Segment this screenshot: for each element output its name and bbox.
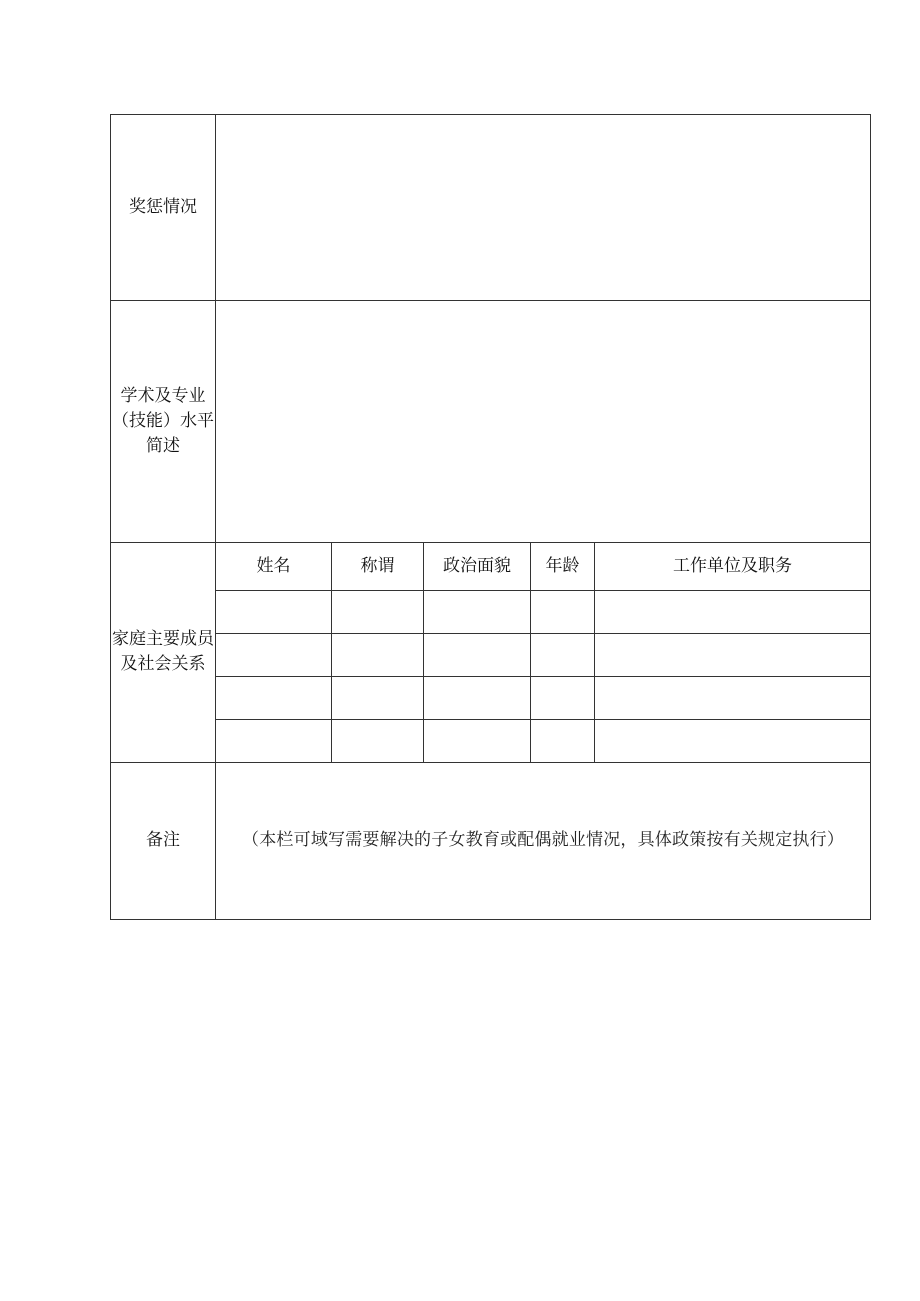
member-political-status-cell[interactable] (424, 676, 531, 719)
academic-content-field[interactable] (216, 301, 871, 542)
member-age-cell[interactable] (531, 719, 595, 762)
member-workplace-cell[interactable] (595, 590, 871, 633)
family-member-row (111, 590, 871, 633)
member-age-cell[interactable] (531, 633, 595, 676)
academic-label: 学术及专业（技能）水平简述 (111, 301, 216, 542)
member-relation-cell[interactable] (332, 719, 424, 762)
family-header-name: 姓名 (216, 542, 332, 590)
remarks-note[interactable]: （本栏可域写需要解决的子女教育或配偶就业情况，具体政策按有关规定执行） (216, 762, 871, 919)
member-age-cell[interactable] (531, 676, 595, 719)
family-header-workplace: 工作单位及职务 (595, 542, 871, 590)
member-relation-cell[interactable] (332, 676, 424, 719)
family-header-age: 年龄 (531, 542, 595, 590)
family-member-row (111, 719, 871, 762)
member-name-cell[interactable] (216, 633, 332, 676)
member-workplace-cell[interactable] (595, 633, 871, 676)
remarks-row (111, 762, 871, 919)
family-member-row (111, 633, 871, 676)
personnel-form-table (110, 114, 871, 920)
family-header-relation: 称谓 (332, 542, 424, 590)
member-relation-cell[interactable] (332, 590, 424, 633)
member-workplace-cell[interactable] (595, 719, 871, 762)
member-political-status-cell[interactable] (424, 590, 531, 633)
awards-content-field[interactable] (216, 115, 871, 301)
academic-row (111, 301, 871, 542)
awards-row (111, 115, 871, 301)
member-political-status-cell[interactable] (424, 719, 531, 762)
family-header-row (111, 542, 871, 590)
awards-label: 奖惩情况 (111, 115, 216, 301)
member-name-cell[interactable] (216, 676, 332, 719)
member-relation-cell[interactable] (332, 633, 424, 676)
family-label: 家庭主要成员及社会关系 (111, 542, 216, 762)
member-workplace-cell[interactable] (595, 676, 871, 719)
member-political-status-cell[interactable] (424, 633, 531, 676)
family-header-political-status: 政治面貌 (424, 542, 531, 590)
remarks-label: 备注 (111, 762, 216, 919)
member-name-cell[interactable] (216, 590, 332, 633)
member-name-cell[interactable] (216, 719, 332, 762)
family-member-row (111, 676, 871, 719)
member-age-cell[interactable] (531, 590, 595, 633)
